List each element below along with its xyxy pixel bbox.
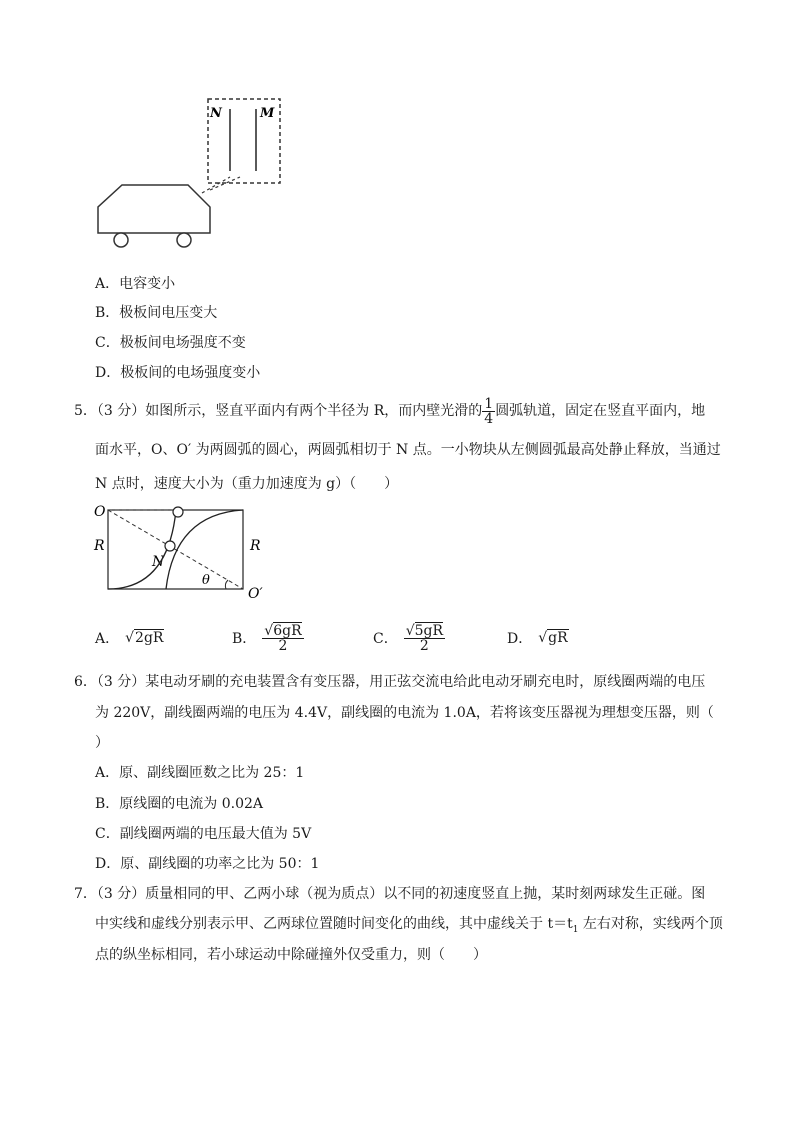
label-theta: θ bbox=[202, 573, 210, 588]
label-r-right: R bbox=[250, 538, 261, 554]
q6-line-1: 6．（3 分）某电动牙刷的充电装置含有变压器，用正弦交流电给此电动牙刷充电时，原线圈两端的电压 bbox=[74, 674, 706, 690]
car-body bbox=[98, 185, 210, 233]
label-n: N bbox=[152, 554, 165, 570]
block-at-n bbox=[165, 541, 175, 551]
q5-option-b: B． $\frac{√6gR}{2}$ bbox=[232, 622, 302, 654]
q4-option-d: D．极板间的电场强度变小 bbox=[95, 365, 261, 381]
q6-option-a: A．原、副线圈匝数之比为 25：1 bbox=[95, 765, 305, 781]
q5-text-pre: 5．（3 分）如图所示，竖直平面内有两个半径为 R，而内壁光滑的 bbox=[74, 403, 483, 419]
q7-line-2: 中实线和虚线分别表示甲、乙两球位置随时间变化的曲线，其中虚线关于 $t=t_1$ 左右对称，实线两个顶 bbox=[95, 916, 723, 935]
label-r-left: R bbox=[94, 538, 105, 554]
dashed-diagonal bbox=[108, 510, 243, 589]
q6-line-2: 为 220V，副线圈两端的电压为 4.4V，副线圈的电流为 1.0A，若将该变压器视为理想变压器，则（ bbox=[95, 705, 714, 721]
q6-option-c: C．副线圈两端的电压最大值为 5V bbox=[95, 826, 312, 842]
q5-line-1 bbox=[74, 396, 705, 426]
q5-option-c: C． $\frac{√5gR}{2}$ bbox=[373, 622, 444, 654]
fraction-expression: $\frac{√6gR}{2}$ bbox=[264, 622, 302, 654]
q4-option-b: B．极板间电压变大 bbox=[95, 305, 218, 321]
q7-line-1: 7．（3 分）质量相同的甲、乙两小球（视为质点）以不同的初速度竖直上抛，某时刻两球发生正碰。图 bbox=[74, 886, 706, 902]
dashed-pointer-1 bbox=[202, 177, 230, 193]
sqrt-expression: √2gR bbox=[125, 630, 164, 646]
q4-option-c: C．极板间电场强度不变 bbox=[95, 335, 246, 351]
q5-text-post: 圆弧轨道，固定在竖直平面内，地 bbox=[495, 403, 706, 419]
q7-line-3: 点的纵坐标相同，若小球运动中除碰撞外仅受重力，则（ ） bbox=[95, 947, 487, 963]
q5-option-a: A． √2gR bbox=[95, 630, 164, 647]
arc-track-figure bbox=[90, 500, 280, 604]
q6-option-b: B．原线圈的电流为 0.02A bbox=[95, 796, 264, 812]
label-o: O bbox=[94, 504, 106, 520]
q4-option-a: A．电容变小 bbox=[95, 276, 176, 292]
fraction-quarter: $\frac{1}{4}$ bbox=[484, 395, 494, 427]
label-n: N bbox=[210, 106, 222, 121]
q6-line-3: ） bbox=[95, 735, 109, 751]
theta-arc bbox=[225, 580, 228, 589]
q5-option-d: D． √gR bbox=[507, 630, 568, 647]
sqrt-expression: √gR bbox=[538, 630, 568, 646]
block-top bbox=[173, 507, 183, 517]
fraction-expression: $\frac{√5gR}{2}$ bbox=[405, 622, 444, 654]
wheel-left bbox=[114, 233, 128, 247]
q6-option-d: D．原、副线圈的功率之比为 50：1 bbox=[95, 856, 320, 872]
label-o-prime: O′ bbox=[248, 586, 263, 602]
label-m: M bbox=[260, 106, 275, 121]
subscript-1: 1 bbox=[572, 924, 579, 935]
q5-line-2: 面水平，O、O′ 为两圆弧的圆心，两圆弧相切于 N 点。一小物块从左侧圆弧最高处静止释放，当通过 bbox=[95, 442, 721, 458]
car-capacitor-figure bbox=[90, 95, 290, 255]
q5-line-3: N 点时，速度大小为（重力加速度为 g）（ ） bbox=[95, 476, 399, 492]
wheel-right bbox=[177, 233, 191, 247]
